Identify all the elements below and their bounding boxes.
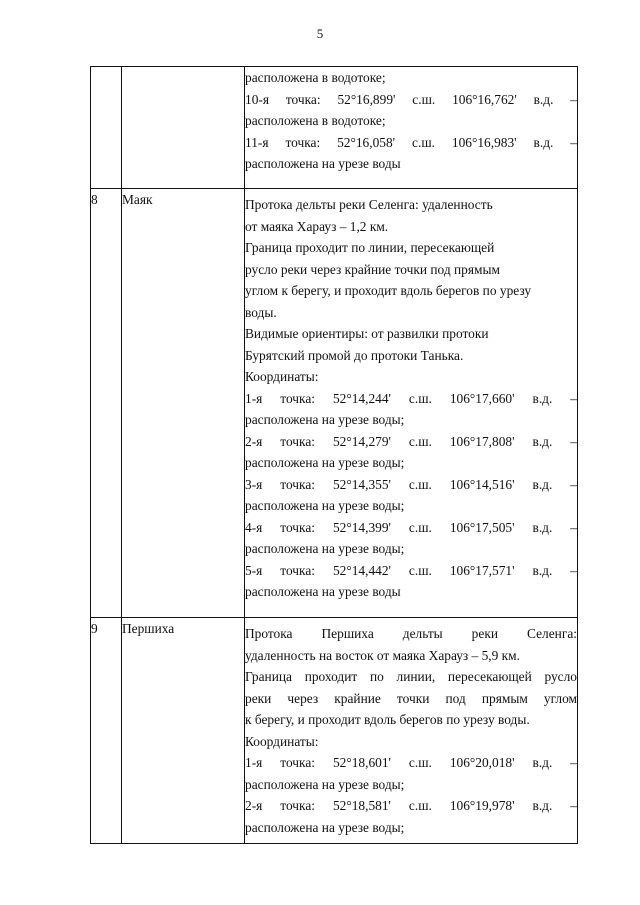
description-line: расположена на урезе воды xyxy=(245,156,401,171)
description-line: 10-я точка: 52°16,899' с.ш. 106°16,762' в.д. – xyxy=(245,91,577,107)
description-line: расположена на урезе воды; xyxy=(245,776,405,792)
description-line: 2-я точка: 52°14,279' с.ш. 106°17,808' в.д. – xyxy=(245,433,577,449)
description-line: расположена на урезе воды; xyxy=(245,412,405,427)
description-line: расположена на урезе воды; xyxy=(245,541,405,556)
description-line: Граница проходит по линии, пересекающей xyxy=(245,240,495,255)
description-line: расположена в водотоке; xyxy=(245,113,386,128)
description-line: Координаты: xyxy=(245,369,319,384)
description-line: расположена на урезе воды; xyxy=(245,498,405,513)
row-number: 9 xyxy=(91,618,122,844)
description-line: расположена на урезе воды; xyxy=(245,819,405,835)
site-name: Маяк xyxy=(122,189,245,618)
description-line: углом к берегу, и проходит вдоль берегов по урезу xyxy=(245,283,532,298)
description-line: расположена в водотоке; xyxy=(245,70,386,85)
site-name xyxy=(122,67,245,189)
description-line: реки через крайние точки под прямым углом xyxy=(245,690,577,706)
description-line: воды. xyxy=(245,304,277,320)
row-number: 8 xyxy=(91,189,122,618)
description-line: расположена на урезе воды; xyxy=(245,455,405,470)
description-line: Координаты: xyxy=(245,733,319,749)
table-row xyxy=(91,189,578,618)
description-line: 1-я точка: 52°14,244' с.ш. 106°17,660' в.д. – xyxy=(245,390,577,406)
description-line: к берегу, и проходит вдоль берегов по урезу воды. xyxy=(245,712,530,727)
description-line: 1-я точка: 52°18,601' с.ш. 106°20,018' в.д. – xyxy=(245,755,577,770)
table-row xyxy=(91,618,578,844)
description-line: Протока Першиха дельты реки Селенга: xyxy=(245,626,577,641)
description-line: русло реки через крайние точки под прямым xyxy=(245,261,500,277)
page-number: 5 xyxy=(316,26,324,41)
description-line: 2-я точка: 52°18,581' с.ш. 106°19,978' в.д. – xyxy=(245,798,577,813)
description-line: 5-я точка: 52°14,442' с.ш. 106°17,571' в.д. – xyxy=(245,562,577,578)
description-line: от маяка Харауз – 1,2 км. xyxy=(245,218,389,234)
description-line: 3-я точка: 52°14,355' с.ш. 106°14,516' в.д. – xyxy=(245,476,577,492)
site-name: Першиха xyxy=(122,618,245,844)
description-line: Бурятский промой до протоки Танька. xyxy=(245,347,464,363)
description-line: Граница проходит по линии, пересекающей русло xyxy=(245,669,577,684)
coordinates-table xyxy=(90,66,578,844)
description-line: расположена на урезе воды xyxy=(245,584,401,599)
description-line: удаленность на восток от маяка Харауз – 5,9 км. xyxy=(245,647,521,663)
description-line: 4-я точка: 52°14,399' с.ш. 106°17,505' в.д. – xyxy=(245,519,577,535)
description-line: Видимые ориентиры: от развилки протоки xyxy=(245,326,489,341)
table-row xyxy=(91,67,578,189)
site-description xyxy=(245,618,578,844)
description-line: Протока дельты реки Селенга: удаленность xyxy=(245,197,493,212)
description-line: 11-я точка: 52°16,058' с.ш. 106°16,983' в.д. – xyxy=(245,134,577,150)
row-number xyxy=(91,67,122,189)
site-description xyxy=(245,189,578,618)
site-description xyxy=(245,67,578,189)
